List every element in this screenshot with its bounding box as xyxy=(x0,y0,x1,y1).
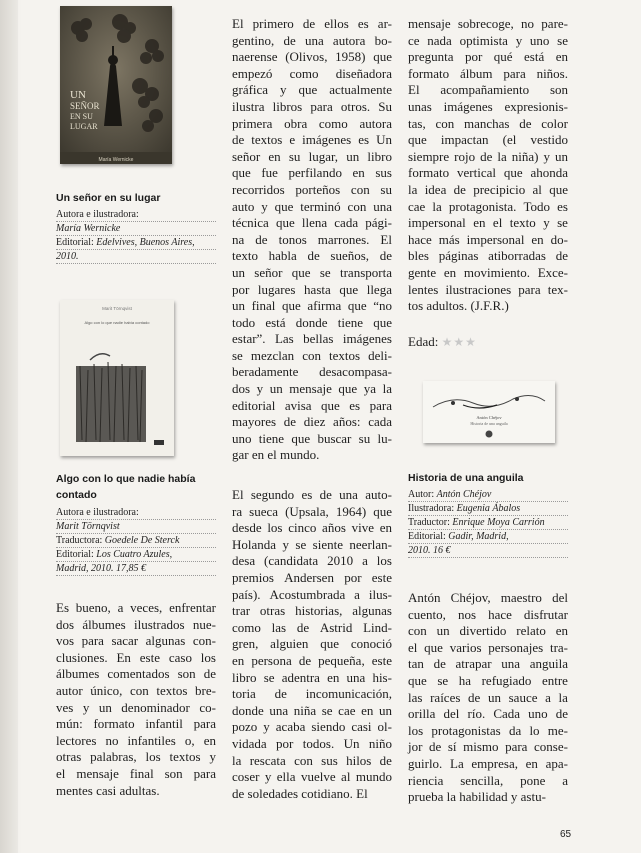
text-line: unas imágenes expresionis- xyxy=(408,98,568,114)
text-line: señor en su lugar, un libro xyxy=(232,148,392,164)
text-line: ves y un denominador co- xyxy=(56,699,216,715)
age-rating xyxy=(408,334,477,350)
text-line: con un divertido relato en xyxy=(408,623,568,639)
text-line: Es bueno, a veces, enfrentar xyxy=(56,600,216,615)
text-line: uno tiene que buscar su lu- xyxy=(232,430,392,446)
svg-text:Algo con lo que nadie había co: Algo con lo que nadie había contado xyxy=(84,320,150,325)
text-line: coser y ella vuelve al mundo xyxy=(232,769,392,785)
book2-meta-1: Autora e ilustradora: xyxy=(56,506,216,520)
text-line: auto y que terminó con una xyxy=(232,198,392,214)
text-line: bles páginas atiborradas de xyxy=(408,248,568,264)
book-cover-historia-anguila xyxy=(423,381,555,443)
text-line: recorridos porteños con su xyxy=(232,181,392,197)
book2-meta-5: Madrid, 2010. 17,85 € xyxy=(56,562,216,576)
text-line: otras palabras, los textos y xyxy=(56,749,216,765)
page-number: 65 xyxy=(560,829,572,840)
text-line: El acompañamiento son xyxy=(408,82,568,98)
text-line: por lugares hasta que llega xyxy=(232,281,392,297)
text-line: estar”. Las bellas imágenes xyxy=(232,331,392,347)
svg-text:SEÑOR: SEÑOR xyxy=(70,101,100,111)
text-line: pregunta por qué está en xyxy=(408,49,568,65)
text-line: vos para sacar algunas con- xyxy=(56,633,216,649)
text-line: los protagonistas da lo me- xyxy=(408,722,568,738)
text-line: mentes casi adultas. xyxy=(56,782,160,798)
text-line: de soledades cotidiano. El xyxy=(232,785,368,801)
text-line: dos álbumes ilustrados nue- xyxy=(56,616,216,632)
col2-paragraph-1 xyxy=(232,16,392,464)
text-line: impersonal en el texto y se xyxy=(408,215,568,231)
book1-title: Un señor en su lugar xyxy=(56,192,161,204)
book-cover-un-senor xyxy=(60,6,172,164)
book3-meta-1: Autor: Antón Chéjov xyxy=(408,488,568,502)
text-line: cuento, nos hace disfrutar xyxy=(408,606,568,622)
text-line: gren, alguien que conoció xyxy=(232,636,392,652)
text-line: en persona de pequeña, este xyxy=(232,652,392,668)
text-line: tas, con manchas de color xyxy=(408,115,568,131)
col1-body-text xyxy=(56,600,216,799)
text-line: que fue perfilando en sus xyxy=(232,165,392,181)
text-line: texto habla de sueños, de xyxy=(232,248,392,264)
svg-text:LUGAR: LUGAR xyxy=(70,122,98,131)
text-line: primera obra como autora xyxy=(232,115,392,131)
text-line: formato vertical que ahonda xyxy=(408,165,568,181)
text-line: vidada por todos. Un niño xyxy=(232,735,392,751)
text-line: tan de atrapar una anguila xyxy=(408,656,568,672)
text-line: la rescata con sus hilos de xyxy=(232,752,392,768)
text-line: naerense (Olivos, 1958) que xyxy=(232,49,392,65)
page-gutter xyxy=(0,0,18,853)
col3-paragraph-2 xyxy=(408,590,568,806)
book1-meta-4: 2010. xyxy=(56,250,216,264)
book1-meta-2: María Wernicke xyxy=(56,222,216,236)
age-rating-label: Edad: xyxy=(408,334,439,349)
text-line: álbumes comentados son de xyxy=(56,666,216,682)
svg-text:Marit Törnqvist: Marit Törnqvist xyxy=(102,306,132,311)
book3-meta-2: Ilustradora: Eugenia Ábalos xyxy=(408,502,568,516)
text-line: las raíces de un sauce a la xyxy=(408,689,568,705)
col2-paragraph-2 xyxy=(232,487,392,802)
text-line: riencia sencilla, pone a xyxy=(408,772,568,788)
text-line: desa (candidata 2010 a los xyxy=(232,553,392,569)
text-line: que impactan (el vestido xyxy=(408,132,568,148)
book2-meta-2: Marit Törnqvist xyxy=(56,520,216,534)
svg-text:Antón Chéjov: Antón Chéjov xyxy=(476,415,502,420)
text-line: autor único, con textos bre- xyxy=(56,682,216,698)
text-line: técnica que llena cada pági- xyxy=(232,215,392,231)
text-line: de textos e imágenes es Un xyxy=(232,132,392,148)
text-line: gráfica y que actualmente xyxy=(232,82,392,98)
text-line: un final que afirma que “no xyxy=(232,298,392,314)
text-line: cae la protagonista. Todo es xyxy=(408,198,568,214)
book3-meta-5: 2010. 16 € xyxy=(408,544,568,558)
text-line: mayores de diez años: cada xyxy=(232,414,392,430)
text-line: El segundo es de una auto- xyxy=(232,487,392,502)
text-line: se mezclan con textos deli- xyxy=(232,347,392,363)
svg-text:María Wernicke: María Wernicke xyxy=(98,157,134,163)
text-line: la idea de precipicio al que xyxy=(408,181,568,197)
text-line: todo está donde tiene que xyxy=(232,314,392,330)
text-line: El primero de ellos es ar- xyxy=(232,16,392,31)
text-line: el mensaje final son para xyxy=(56,765,216,781)
text-line: tos adultos. (J.F.R.) xyxy=(408,298,509,314)
text-line: siempre rojo de la niña) y un xyxy=(408,148,568,164)
text-line: na de tonos marrones. El xyxy=(232,231,392,247)
text-line: formato álbum para niños. xyxy=(408,65,568,81)
book2-meta-4: Editorial: Los Cuatro Azules, xyxy=(56,548,216,562)
svg-text:Historia de una anguila: Historia de una anguila xyxy=(470,421,508,426)
text-line: donde una niña se cae en un xyxy=(232,702,392,718)
text-line: como las de Astrid Lind- xyxy=(232,619,392,635)
text-line: dos y un mensaje que ya la xyxy=(232,381,392,397)
text-line: gar en el mundo. xyxy=(232,447,320,463)
col3-paragraph-1 xyxy=(408,16,568,315)
text-line: pozo y acaba siendo casi ol- xyxy=(232,719,392,735)
text-line: jor de sí mismo para conse- xyxy=(408,739,568,755)
text-line: toria de incomunicación, xyxy=(232,686,392,702)
text-line: libro se adentra en una his- xyxy=(232,669,392,685)
text-line: premios Andersen por este xyxy=(232,569,392,585)
svg-text:EN SU: EN SU xyxy=(70,112,93,121)
text-line: lectores no infantiles o, en xyxy=(56,732,216,748)
text-line: un señor que se transporta xyxy=(232,264,392,280)
text-line: mún: formato infantil para xyxy=(56,716,216,732)
text-line: ra sueca (Upsala, 1964) que xyxy=(232,503,392,519)
text-line: que se ha refugiado entre xyxy=(408,672,568,688)
text-line: editorial avisa que es para xyxy=(232,397,392,413)
book1-meta-1: Autora e ilustradora: xyxy=(56,208,216,222)
book3-title: Historia de una anguila xyxy=(408,472,524,484)
text-line: orilla del río. Cada uno de xyxy=(408,706,568,722)
text-line: guirlo. La empresa, en apa- xyxy=(408,755,568,771)
text-line: mensaje sobrecoge, no pare- xyxy=(408,16,568,31)
text-line: el que varios personajes tra- xyxy=(408,639,568,655)
text-line: Holanda y se siente neerlan- xyxy=(232,536,392,552)
text-line: empezó como diseñadora xyxy=(232,65,392,81)
text-line: clusiones. En este caso los xyxy=(56,649,216,665)
cover-title-1: UN xyxy=(70,89,86,101)
text-line: ilustra libros para otros. Su xyxy=(232,98,392,114)
text-line: beradamente desacompasa- xyxy=(232,364,392,380)
text-line: país). Acostumbrada a ilus- xyxy=(232,586,392,602)
star-rating-icon: ★★★ xyxy=(441,335,477,349)
book3-meta-4: Editorial: Gadir, Madrid, xyxy=(408,530,568,544)
text-line: hace más impersonal en do- xyxy=(408,231,568,247)
text-line: gente en movimiento. Exce- xyxy=(408,264,568,280)
text-line: gentino, de una autora bo- xyxy=(232,32,392,48)
book1-meta-3: Editorial: Edelvives, Buenos Aires, xyxy=(56,236,216,250)
text-line: desde los cinco años vive en xyxy=(232,520,392,536)
text-line: ce nada optimista y uno se xyxy=(408,32,568,48)
text-line: trar otras historias, algunas xyxy=(232,603,392,619)
book-cover-algo-con-lo-que xyxy=(60,300,174,456)
book2-meta-3: Traductora: Goedele De Sterck xyxy=(56,534,216,548)
text-line: prueba la habilidad y astu- xyxy=(408,789,546,805)
book2-title: Algo con lo que nadie había contado xyxy=(56,473,196,501)
book3-meta-3: Traductor: Enrique Moya Carrión xyxy=(408,516,568,530)
text-line: lentes ilustraciones para tex- xyxy=(408,281,568,297)
text-line: Antón Chéjov, maestro del xyxy=(408,590,568,605)
